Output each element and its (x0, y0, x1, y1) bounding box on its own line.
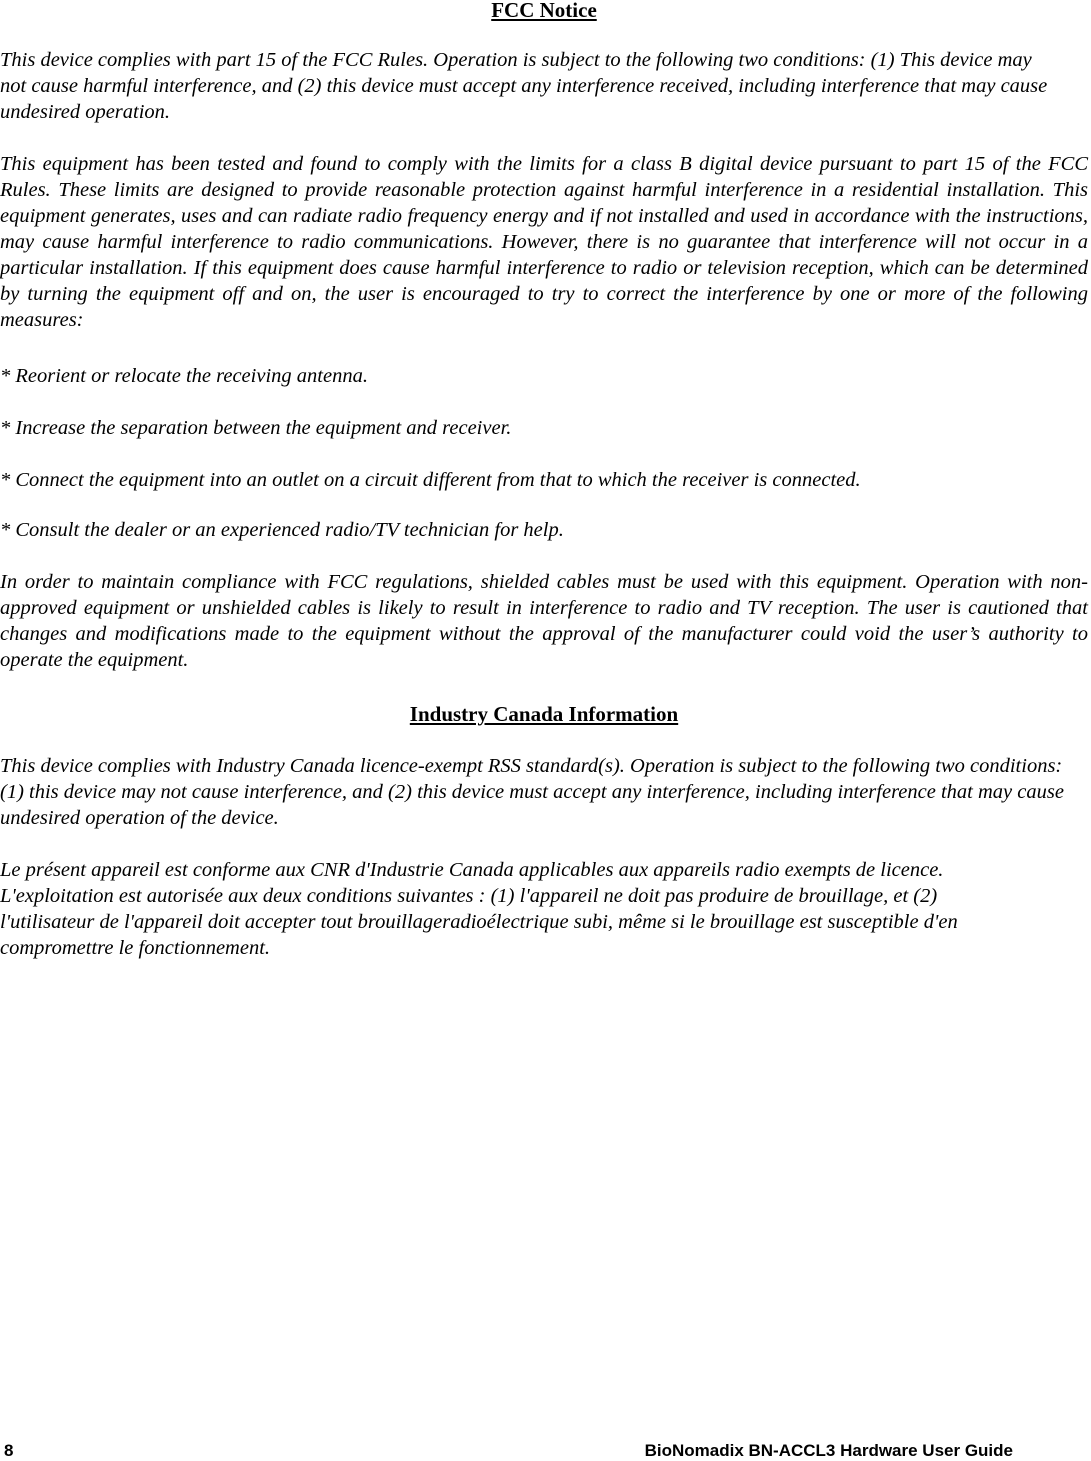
industry-canada-fr-line: L'exploitation est autorisée aux deux conditions suivantes : (1) l'appareil ne doit pas produire de brouillage, et (2) (0, 885, 938, 907)
industry-canada-paragraph-fr (0, 857, 1088, 961)
fcc-paragraph-conditions: This device complies with part 15 of the FCC Rules. Operation is subject to the following two conditions: (1) This device may not cause harmful interference, and (2) this device must accept any interference received, including interference that may cause undesired operation. (0, 49, 1048, 123)
fcc-paragraph-shielded-cables: In order to maintain compliance with FCC regulations, shielded cables must be used with this equipment. Operation with non-approved equipment or unshielded cables is likely to result in interference to radio and TV reception. The user is cautioned that changes and modifications made to the equipment without the approval of the manufacturer could void the user’s authority to operate the equipment. (0, 571, 1088, 671)
industry-canada-fr-line: l'utilisateur de l'appareil doit accepter tout brouillageradioélectrique subi, même si le brouillage est susceptible d'en (0, 911, 958, 933)
fcc-measure-item: * Consult the dealer or an experienced radio/TV technician for help. (0, 519, 564, 541)
industry-canada-fr-line: compromettre le fonctionnement. (0, 937, 271, 959)
fcc-paragraph-class-b: This equipment has been tested and found to comply with the limits for a class B digital device pursuant to part 15 of the FCC Rules. These limits are designed to provide reasonable protection against harmful interference in a residential installation. This equipment generates, uses and can radiate radio frequency energy and if not installed and used in accordance with the instructions, may cause harmful interference to radio communications. However, there is no guarantee that interference will not occur in a particular installation. If this equipment does cause harmful interference to radio or television reception, which can be determined by turning the equipment off and on, the user is encouraged to try to correct the interference by one or more of the following measures: (0, 153, 1088, 331)
industry-canada-heading: Industry Canada Information (409, 702, 679, 726)
industry-canada-paragraph-en: This device complies with Industry Canada licence-exempt RSS standard(s). Operation is subject to the following two conditions: (1) this device may not cause interference, and (2) this device must accept any interference, including interference that may cause undesired operation of the device. (0, 755, 1064, 829)
fcc-measure-item: * Connect the equipment into an outlet on a circuit different from that to which the receiver is connected. (0, 469, 861, 491)
page-number: 8 (4, 1441, 14, 1460)
industry-canada-fr-line: Le présent appareil est conforme aux CNR d'Industrie Canada applicables aux appareils radio exempts de licence. (0, 859, 944, 881)
fcc-measure-item: * Reorient or relocate the receiving antenna. (0, 365, 368, 387)
document-title-footer: BioNomadix BN-ACCL3 Hardware User Guide (644, 1441, 1013, 1460)
fcc-measure-item: * Increase the separation between the equipment and receiver. (0, 417, 512, 439)
fcc-notice-heading: FCC Notice (491, 0, 597, 22)
